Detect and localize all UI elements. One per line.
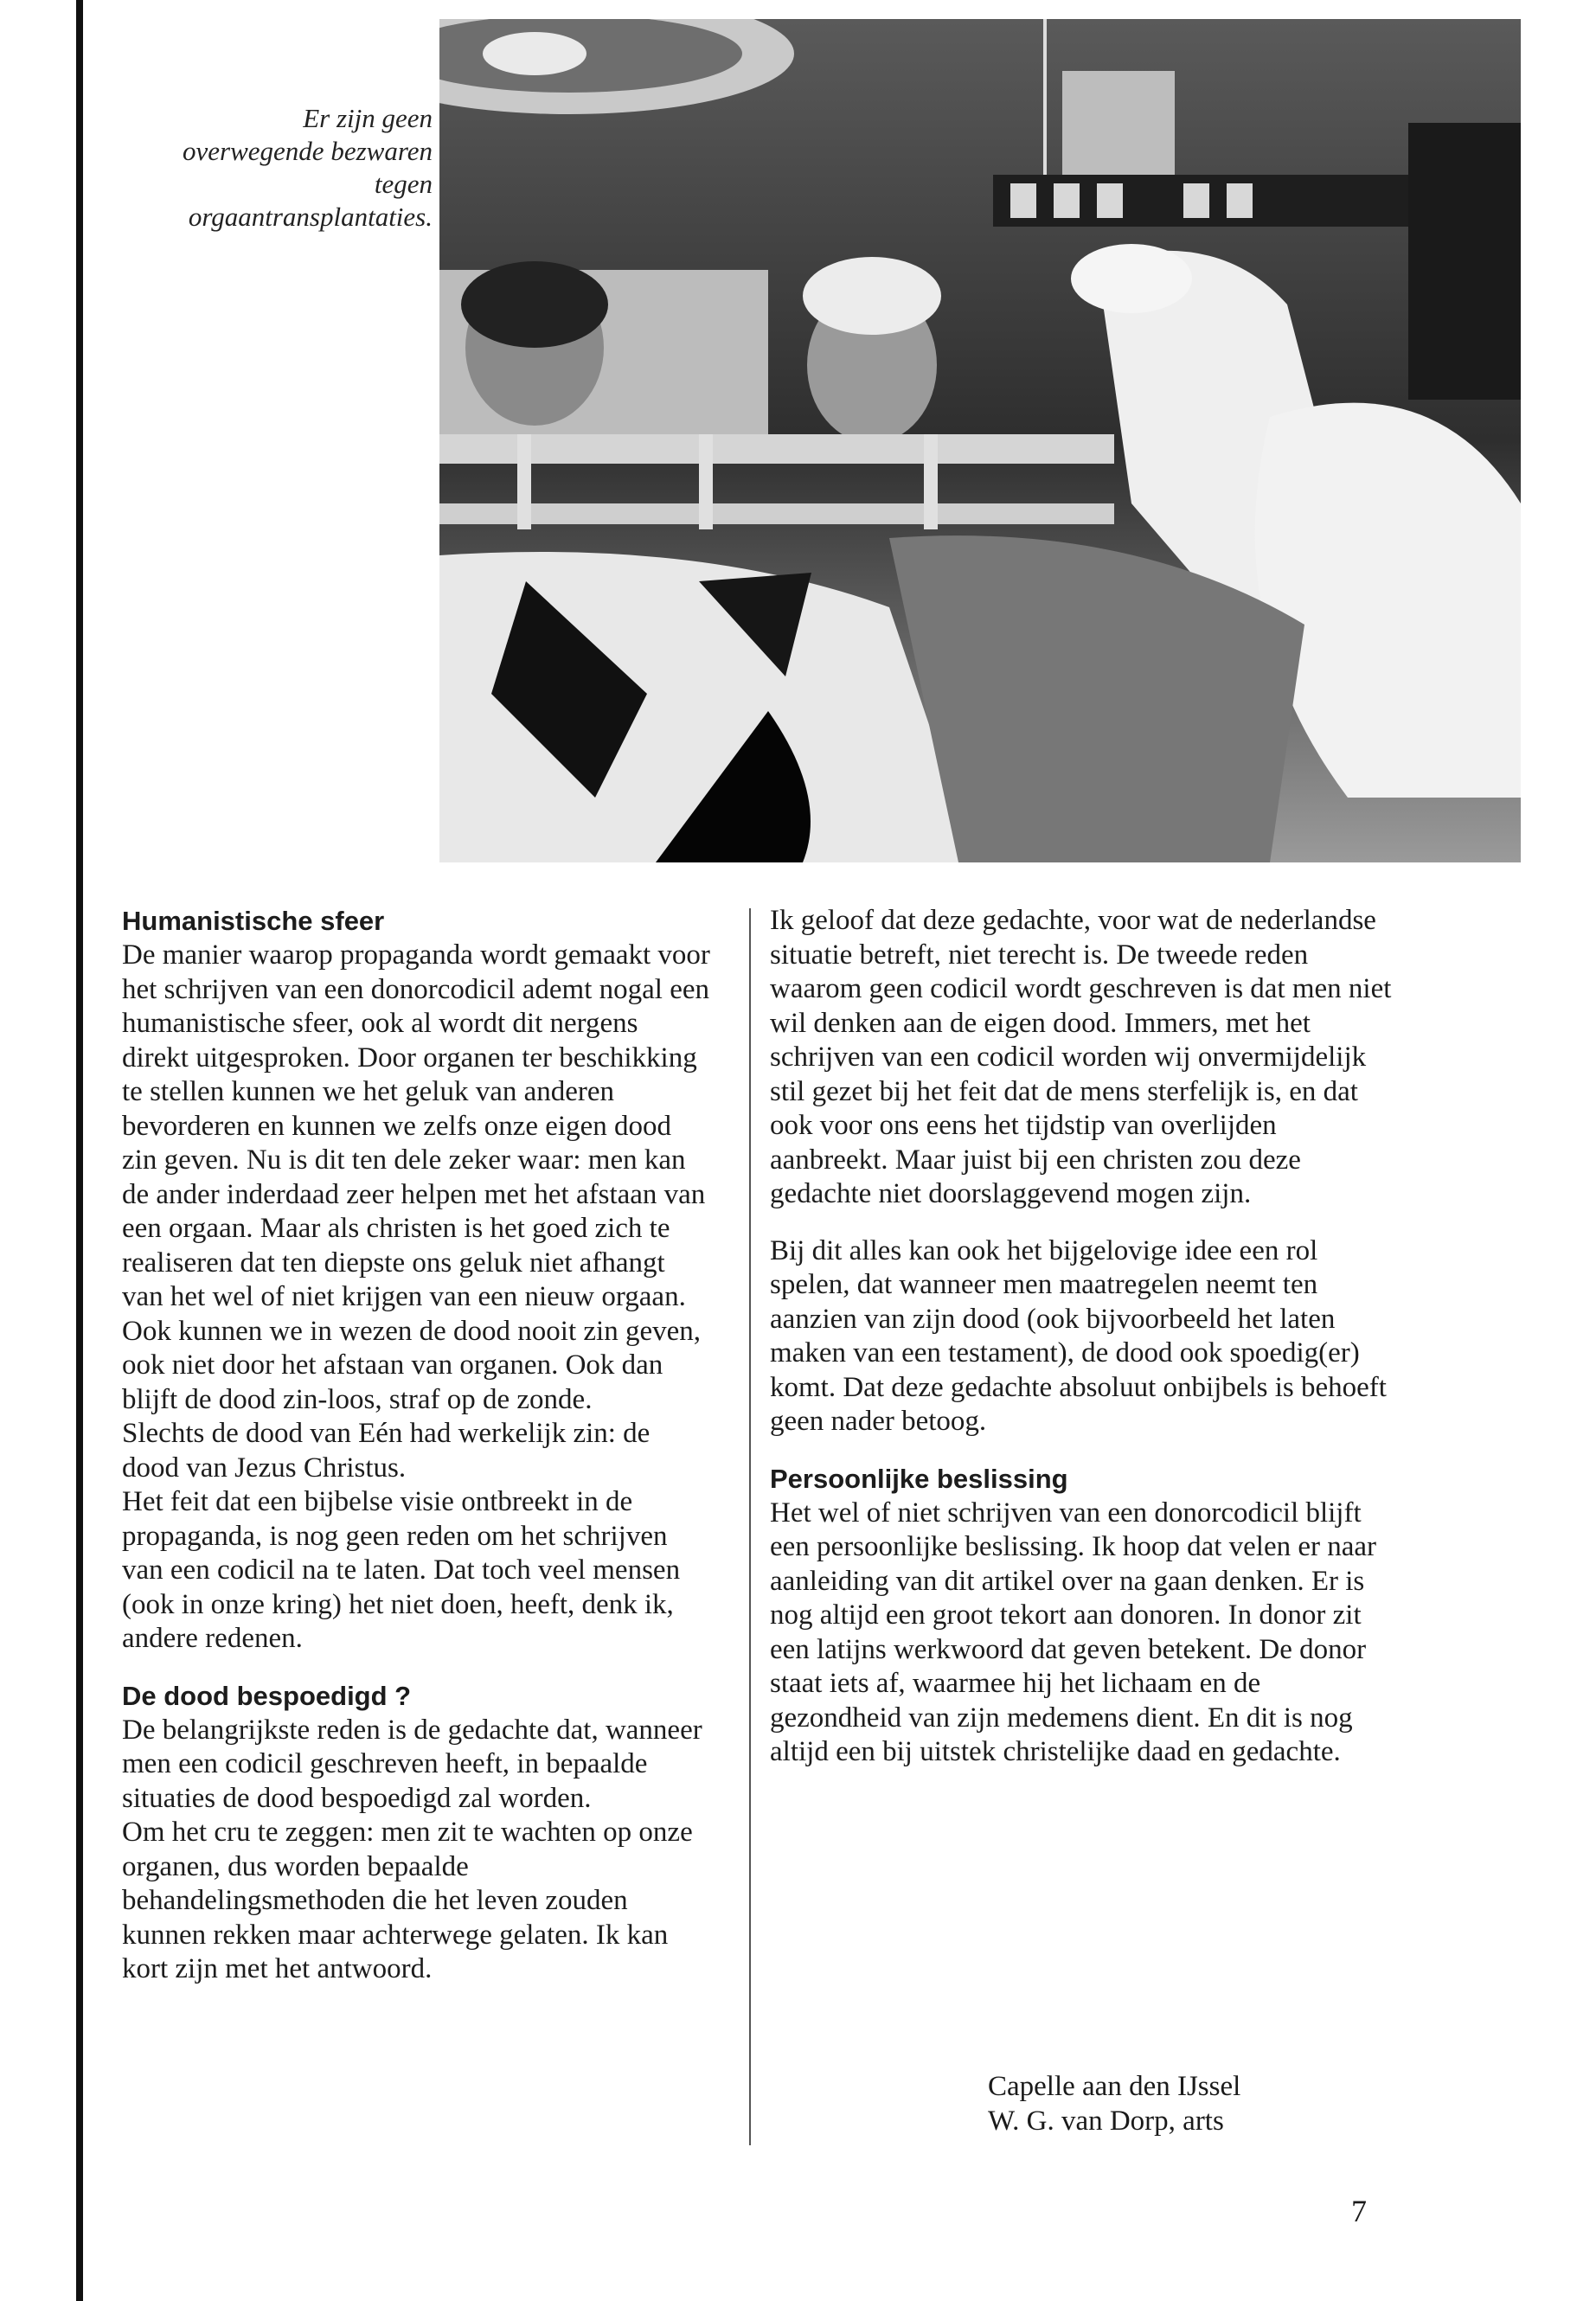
page-number: 7: [1351, 2194, 1367, 2228]
paragraph: Om het cru te zeggen: men zit te wachten op onze organen, dus worden bepaalde behandelingsmethoden die het leven zouden kunnen rekken maar achterwege gelaten. Ik kan kort zijn met het antwoord.: [122, 1817, 693, 1984]
signature-place: Capelle aan den IJssel: [988, 2071, 1241, 2102]
operating-room-photo: [439, 19, 1521, 862]
paragraph: De belangrijkste reden is de gedachte dat, wanneer men een codicil geschreven heeft, in bepaalde situaties de dood bespoedigd zal worden.: [122, 1714, 702, 1814]
paragraph: Het feit dat een bijbelse visie ontbreekt in de propaganda, is nog geen reden om het schrijven van een codicil na te laten. Dat toch veel mensen (ook in onze kring) het niet doen, heeft, denk ik, andere redenen.: [122, 1486, 681, 1654]
caption-line: tegen: [374, 169, 433, 199]
paragraph: De manier waarop propaganda wordt gemaakt voor het schrijven van een donorcodicil ademt nogal een humanistische sfeer, ook al wordt dit nergens direkt uitgesproken. Door organen ter beschikking te stellen kunnen we het geluk van anderen bevorderen en kunnen we zelfs onze eigen dood zin geven. Nu is dit ten dele zeker waar: men kan de ander inderdaad zeer helpen met het afstaan van een orgaan. Maar als christen is het goed zich te realiseren dat ten diepste ons geluk niet afhangt van het wel of niet krijgen van een nieuw orgaan. Ook kunnen we in wezen de dood nooit zin geven, ook niet door het afstaan van organen. Ook dan blijft de dood zin-loos, straf op de zonde.: [122, 939, 710, 1415]
caption-line: orgaantransplantaties.: [188, 202, 433, 232]
paragraph: Ik geloof dat deze gedachte, voor wat de nederlandse situatie betreft, niet terecht is. De tweede reden waarom geen codicil wordt geschreven is dat men niet wil denken aan de eigen dood. Immers, met het schrijven van een codicil worden wij onvermijdelijk stil gezet bij het feit dat de mens sterfelijk is, en dat ook voor ons eens het tijdstip van overlijden aanbreekt. Maar juist bij een christen zou deze gedachte niet doorslaggevend mogen zijn.: [770, 905, 1392, 1209]
signature-name: W. G. van Dorp, arts: [988, 2106, 1224, 2137]
section-heading: De dood bespoedigd ?: [122, 1680, 412, 1711]
column-divider: [749, 908, 751, 2145]
right-column: [770, 904, 1393, 1770]
photo-caption: [147, 102, 433, 234]
paragraph: Bij dit alles kan ook het bijgelovige idee een rol spelen, dat wanneer men maatregelen neemt ten aanzien van zijn dood (ook bijvoorbeeld het laten maken van een testament), de dood ook spoedig(er) komt. Dat deze gedachte absoluut onbijbels is behoeft geen nader betoog.: [770, 1234, 1387, 1437]
author-signature: [988, 2069, 1240, 2138]
paragraph: Het wel of niet schrijven van een donorcodicil blijft een persoonlijke beslissing. Ik hoop dat velen er naar aanleiding van dit artikel over na gaan denken. Er is nog altijd een groot tekort aan donoren. In donor zit een latijns werkwoord dat geven betekent. De donor staat iets af, waarmee hij het lichaam en de gezondheid van zijn medemens dient. En dit is nog altijd een bij uitstek christelijke daad en gedachte.: [770, 1497, 1377, 1767]
left-column: [122, 904, 710, 1987]
section-heading: Persoonlijke beslissing: [770, 1463, 1068, 1494]
section-heading: Humanistische sfeer: [122, 906, 385, 936]
caption-line: overwegende bezwaren: [183, 136, 433, 166]
operating-room-photo-icon: [439, 19, 1521, 862]
paragraph: Slechts de dood van Eén had werkelijk zin: de dood van Jezus Christus.: [122, 1418, 651, 1484]
caption-line: Er zijn geen: [303, 103, 433, 133]
page-spine: [76, 0, 83, 2301]
